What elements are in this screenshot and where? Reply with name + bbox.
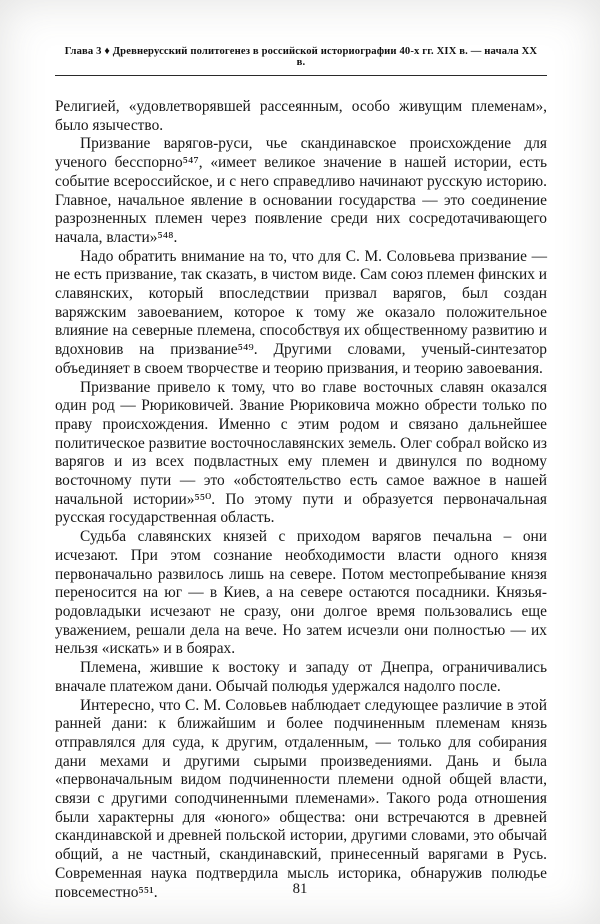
paragraph: Племена, жившие к востоку и западу от Днепра, ограничивались вначале платежом дани. Обычай полюдья удержался надолго после. <box>55 659 547 695</box>
paragraph: Надо обратить внимание на то, что для С. М. Соловьева призвание — не есть призвание, так сказать, в чистом виде. Сам союз племен финских и славянских, который впоследствии призвал варягов, был создан варяжским завоеванием, которое к тому же оказало положительное влияние на северные племена, способствуя их общественному развитию и вдохновив на призвание⁵⁴⁹. Другими словами, ученый-синтезатор объединяет в своем творчестве и теорию призвания, и теорию завоевания. <box>55 247 547 377</box>
page-number: 81 <box>292 881 308 897</box>
paragraph: Интересно, что С. М. Соловьев наблюдает следующее различие в этой ранней дани: к ближайшим и более подчиненным племенам князь отправлялся для суда, к другим, отдаленным, — только для собирания дани мехами и другими сырыми произведениями. Дань и была «первоначальным видом подчиненности племени одной общей власти, связи с другими соподчиненными племенами». Такого рода отношения были характерны для «юного» общества: они встречаются в древней скандинавской и древней польской истории, другими словами, это обычай общий, а не частный, скандинавский, принесенный варягами в Русь. Современная наука подтвердила мысль историка, обнаружив полюдье повсеместно⁵⁵¹. <box>55 696 547 901</box>
page-footer <box>0 881 600 898</box>
header-rule <box>55 75 547 76</box>
paragraph: Религией, «удовлетворявшей рассеянным, особо живущим племенам», было язычество. <box>55 98 547 134</box>
paragraph: Призвание варягов-руси, чье скандинавское происхождение для ученого бесспорно⁵⁴⁷, «имеет великое значение в нашей истории, есть событие всероссийское, и с него справедливо начинают русскую историю. Главное, начальное явление в основании государства — это соединение разрозненных племен через появление среди них сосредотачивающего начала, власти»⁵⁴⁸. <box>55 135 547 246</box>
page-body <box>55 98 547 902</box>
paragraph: Призвание привело к тому, что во главе восточных славян оказался один род — Рюриковичей. Звание Рюриковича можно обрести только по праву происхождения. Именно с этим родом и связано дальнейшее политическое развитие восточнославянских земель. Олег собрал войско из варягов и из всех подвластных ему племен и двинулся по водному восточному пути — это «обстоятельство есть самое важное в нашей начальной истории»⁵⁵⁰. По этому пути и образуется первоначальная русская государственная область. <box>55 378 547 527</box>
running-header-text: Глава 3 ♦ Древнерусский политогенез в российской историографии 40-х гг. XIX в. — начала XX в. <box>64 46 538 68</box>
running-header <box>55 46 547 68</box>
paragraph: Судьба славянских князей с приходом варягов печальна – они исчезают. При этом сознание необходимости власти одного князя первоначально развилось лишь на севере. Потом местопребывание князя переносится на юг — в Киев, а на севере остаются посадники. Князья-родовладыки исчезают не сразу, они долгое время пользовались еще уважением, решали дела на вече. Но затем исчезли они полностью — их нельзя «искать» и в боярах. <box>55 528 547 658</box>
